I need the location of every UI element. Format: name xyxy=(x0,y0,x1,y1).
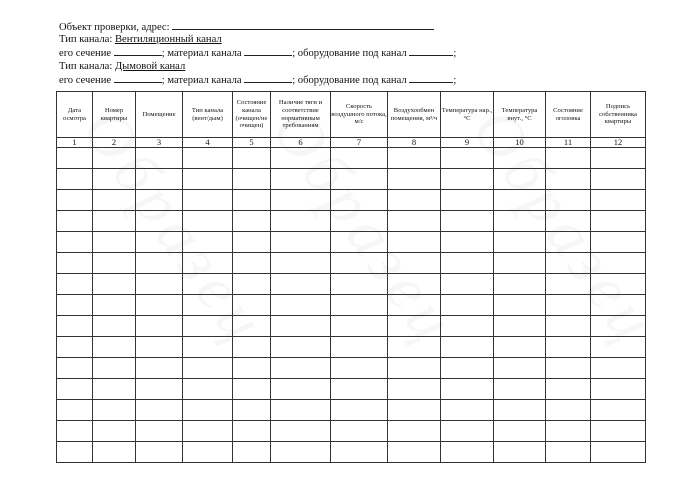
table-cell[interactable] xyxy=(271,379,331,400)
channel1-end-mark: ; xyxy=(453,48,457,60)
table-cell[interactable] xyxy=(136,190,183,211)
table-cell[interactable] xyxy=(271,400,331,421)
table-cell[interactable] xyxy=(183,400,233,421)
table-cell[interactable] xyxy=(136,421,183,442)
table-cell[interactable] xyxy=(441,253,494,274)
table-cell[interactable] xyxy=(494,337,546,358)
inspection-table xyxy=(56,91,646,463)
table-cell[interactable] xyxy=(388,316,441,337)
table-cell[interactable] xyxy=(494,148,546,169)
table-cell[interactable] xyxy=(441,211,494,232)
channel2-type-line xyxy=(59,61,659,73)
table-cell[interactable] xyxy=(57,232,93,253)
table-cell[interactable] xyxy=(546,253,591,274)
table-cell[interactable] xyxy=(331,337,388,358)
table-cell[interactable] xyxy=(388,400,441,421)
table-cell[interactable] xyxy=(591,337,646,358)
table-cell[interactable] xyxy=(441,295,494,316)
table-cell[interactable] xyxy=(233,274,271,295)
table-cell[interactable] xyxy=(57,253,93,274)
table-cell[interactable] xyxy=(331,316,388,337)
table-cell[interactable] xyxy=(183,253,233,274)
table-cell[interactable] xyxy=(591,253,646,274)
col-number: 12 xyxy=(591,138,646,148)
channel1-equipment-label: ; оборудование под канал xyxy=(292,48,407,60)
col-header: Температура внут., °С xyxy=(494,92,546,138)
table-cell[interactable] xyxy=(271,253,331,274)
table-cell[interactable] xyxy=(441,442,494,463)
object-address-line xyxy=(59,20,659,34)
table-cell[interactable] xyxy=(93,148,136,169)
table-cell[interactable] xyxy=(388,253,441,274)
table-cell[interactable] xyxy=(546,337,591,358)
table-cell[interactable] xyxy=(331,379,388,400)
table-row xyxy=(57,148,646,169)
table-cell[interactable] xyxy=(183,295,233,316)
table-cell[interactable] xyxy=(331,190,388,211)
table-cell[interactable] xyxy=(57,274,93,295)
table-cell[interactable] xyxy=(494,379,546,400)
table-row xyxy=(57,211,646,232)
col-number: 9 xyxy=(441,138,494,148)
table-cell[interactable] xyxy=(233,316,271,337)
table-cell[interactable] xyxy=(233,337,271,358)
table-cell[interactable] xyxy=(93,337,136,358)
table-cell[interactable] xyxy=(546,379,591,400)
channel2-material-field[interactable] xyxy=(244,73,292,83)
table-cell[interactable] xyxy=(388,211,441,232)
table-cell[interactable] xyxy=(183,379,233,400)
table-cell[interactable] xyxy=(271,316,331,337)
table-row xyxy=(57,169,646,190)
table-cell[interactable] xyxy=(546,400,591,421)
col-header: Температура нар., °С xyxy=(441,92,494,138)
col-number: 7 xyxy=(331,138,388,148)
table-cell[interactable] xyxy=(331,274,388,295)
table-cell[interactable] xyxy=(546,274,591,295)
channel1-equipment-field[interactable] xyxy=(409,46,453,56)
table-cell[interactable] xyxy=(331,148,388,169)
table-cell[interactable] xyxy=(331,421,388,442)
channel2-material-label: ; материал канала xyxy=(161,74,242,86)
col-number: 6 xyxy=(271,138,331,148)
table-row xyxy=(57,316,646,337)
table-cell[interactable] xyxy=(494,211,546,232)
table-cell[interactable] xyxy=(57,337,93,358)
table-cell[interactable] xyxy=(331,253,388,274)
table-cell[interactable] xyxy=(136,400,183,421)
table-cell[interactable] xyxy=(441,316,494,337)
table-cell[interactable] xyxy=(136,274,183,295)
table-cell[interactable] xyxy=(183,190,233,211)
col-header: Состояние канала (очищен/не очищен) xyxy=(233,92,271,138)
table-cell[interactable] xyxy=(57,190,93,211)
table-cell[interactable] xyxy=(233,232,271,253)
form-header xyxy=(59,20,659,87)
table-cell[interactable] xyxy=(93,442,136,463)
table-body xyxy=(57,148,646,463)
table-cell[interactable] xyxy=(57,379,93,400)
table-cell[interactable] xyxy=(136,253,183,274)
table-cell[interactable] xyxy=(494,232,546,253)
table-cell[interactable] xyxy=(494,169,546,190)
table-cell[interactable] xyxy=(183,274,233,295)
table-cell[interactable] xyxy=(183,211,233,232)
table-cell[interactable] xyxy=(546,295,591,316)
table-cell[interactable] xyxy=(591,400,646,421)
col-header: Дата осмотра xyxy=(57,92,93,138)
table-cell[interactable] xyxy=(57,148,93,169)
table-cell[interactable] xyxy=(271,211,331,232)
table-cell[interactable] xyxy=(136,232,183,253)
table-cell[interactable] xyxy=(233,253,271,274)
table-cell[interactable] xyxy=(591,232,646,253)
table-cell[interactable] xyxy=(93,232,136,253)
table-cell[interactable] xyxy=(546,190,591,211)
table-cell[interactable] xyxy=(93,400,136,421)
table-cell[interactable] xyxy=(136,148,183,169)
table-cell[interactable] xyxy=(388,358,441,379)
table-cell[interactable] xyxy=(494,421,546,442)
table-row xyxy=(57,337,646,358)
table-cell[interactable] xyxy=(331,295,388,316)
table-cell[interactable] xyxy=(57,421,93,442)
table-row xyxy=(57,190,646,211)
table-cell[interactable] xyxy=(494,316,546,337)
table-cell[interactable] xyxy=(183,442,233,463)
table-cell[interactable] xyxy=(183,148,233,169)
table-cell[interactable] xyxy=(136,316,183,337)
col-header: Помещение xyxy=(136,92,183,138)
table-cell[interactable] xyxy=(233,358,271,379)
table-cell[interactable] xyxy=(136,211,183,232)
table-cell[interactable] xyxy=(494,358,546,379)
table-cell[interactable] xyxy=(233,211,271,232)
col-header: Подпись собственника квартиры xyxy=(591,92,646,138)
table-cell[interactable] xyxy=(136,379,183,400)
table-row xyxy=(57,442,646,463)
col-header: Наличие тяги и соответствие нормативным требованиям xyxy=(271,92,331,138)
table-cell[interactable] xyxy=(93,379,136,400)
channel1-section-label: его сечение xyxy=(59,48,112,60)
table-cell[interactable] xyxy=(271,442,331,463)
col-header: Тип канала (вент/дым) xyxy=(183,92,233,138)
table-cell[interactable] xyxy=(441,358,494,379)
table-cell[interactable] xyxy=(136,169,183,190)
table-cell[interactable] xyxy=(183,421,233,442)
table-cell[interactable] xyxy=(388,190,441,211)
col-number: 11 xyxy=(546,138,591,148)
col-number: 2 xyxy=(93,138,136,148)
object-address-label: Объект проверки, адрес: xyxy=(59,22,170,33)
table-cell[interactable] xyxy=(388,148,441,169)
table-cell[interactable] xyxy=(441,379,494,400)
table-cell[interactable] xyxy=(591,358,646,379)
channel2-type-label: Тип канала: xyxy=(59,60,113,72)
table-cell[interactable] xyxy=(93,169,136,190)
table-cell[interactable] xyxy=(183,316,233,337)
table-cell[interactable] xyxy=(591,190,646,211)
channel1-section-field[interactable] xyxy=(114,46,162,56)
table-cell[interactable] xyxy=(546,442,591,463)
col-header: Номер квартиры xyxy=(93,92,136,138)
table-cell[interactable] xyxy=(57,316,93,337)
table-cell[interactable] xyxy=(331,232,388,253)
table-cell[interactable] xyxy=(57,358,93,379)
channel2-end-mark: ; xyxy=(453,74,457,86)
table-row xyxy=(57,400,646,421)
table-cell[interactable] xyxy=(233,442,271,463)
table-cell[interactable] xyxy=(494,400,546,421)
table-cell[interactable] xyxy=(546,316,591,337)
table-row xyxy=(57,358,646,379)
table-cell[interactable] xyxy=(591,169,646,190)
table-cell[interactable] xyxy=(57,295,93,316)
table-cell[interactable] xyxy=(388,295,441,316)
col-header: Состояние оголовка xyxy=(546,92,591,138)
table-cell[interactable] xyxy=(388,421,441,442)
table-cell[interactable] xyxy=(331,442,388,463)
channel1-details-line xyxy=(59,46,659,60)
table-cell[interactable] xyxy=(494,190,546,211)
table-row xyxy=(57,274,646,295)
table-cell[interactable] xyxy=(591,274,646,295)
table-cell[interactable] xyxy=(93,358,136,379)
col-number: 10 xyxy=(494,138,546,148)
col-number: 8 xyxy=(388,138,441,148)
table-row xyxy=(57,295,646,316)
table-row xyxy=(57,379,646,400)
table-cell[interactable] xyxy=(441,148,494,169)
table-cell[interactable] xyxy=(93,316,136,337)
col-header: Скорость воздушного потока, м/с xyxy=(331,92,388,138)
table-cell[interactable] xyxy=(57,442,93,463)
table-cell[interactable] xyxy=(93,190,136,211)
table-cell[interactable] xyxy=(271,358,331,379)
table-cell[interactable] xyxy=(591,442,646,463)
table-cell[interactable] xyxy=(233,295,271,316)
table-cell[interactable] xyxy=(388,379,441,400)
table-cell[interactable] xyxy=(57,211,93,232)
table-cell[interactable] xyxy=(271,337,331,358)
table-cell[interactable] xyxy=(441,232,494,253)
channel2-type-value: Дымовой канал xyxy=(114,60,186,72)
table-cell[interactable] xyxy=(271,148,331,169)
table-cell[interactable] xyxy=(591,295,646,316)
table-cell[interactable] xyxy=(271,190,331,211)
col-number: 1 xyxy=(57,138,93,148)
table-cell[interactable] xyxy=(388,169,441,190)
table-cell[interactable] xyxy=(233,190,271,211)
table-cell[interactable] xyxy=(591,316,646,337)
table-cell[interactable] xyxy=(271,421,331,442)
table-cell[interactable] xyxy=(331,211,388,232)
table-cell[interactable] xyxy=(183,169,233,190)
channel2-section-label: его сечение xyxy=(59,74,112,86)
table-cell[interactable] xyxy=(93,211,136,232)
table-cell[interactable] xyxy=(494,253,546,274)
table-cell[interactable] xyxy=(591,148,646,169)
table-cell[interactable] xyxy=(136,295,183,316)
table-cell[interactable] xyxy=(57,169,93,190)
table-cell[interactable] xyxy=(183,337,233,358)
table-cell[interactable] xyxy=(331,358,388,379)
channel2-details-line xyxy=(59,73,659,87)
channel1-material-field[interactable] xyxy=(244,46,292,56)
table-cell[interactable] xyxy=(233,169,271,190)
col-header: Воздухообмен помещения, м³/ч xyxy=(388,92,441,138)
col-number: 4 xyxy=(183,138,233,148)
channel1-type-value: Вентиляционный канал xyxy=(114,34,222,46)
column-number-row xyxy=(57,138,646,148)
table-cell[interactable] xyxy=(233,148,271,169)
table-cell[interactable] xyxy=(136,337,183,358)
table-cell[interactable] xyxy=(388,442,441,463)
table-header-row xyxy=(57,92,646,138)
table-cell[interactable] xyxy=(271,169,331,190)
col-number: 3 xyxy=(136,138,183,148)
table-cell[interactable] xyxy=(546,421,591,442)
table-cell[interactable] xyxy=(233,421,271,442)
table-cell[interactable] xyxy=(441,337,494,358)
table-cell[interactable] xyxy=(93,295,136,316)
channel2-section-field[interactable] xyxy=(114,73,162,83)
table-cell[interactable] xyxy=(233,400,271,421)
table-cell[interactable] xyxy=(388,274,441,295)
table-cell[interactable] xyxy=(591,421,646,442)
table-cell[interactable] xyxy=(388,232,441,253)
table-cell[interactable] xyxy=(441,400,494,421)
channel1-material-label: ; материал канала xyxy=(161,48,242,60)
table-cell[interactable] xyxy=(494,442,546,463)
table-cell[interactable] xyxy=(93,274,136,295)
object-address-field[interactable] xyxy=(172,20,434,30)
table-row xyxy=(57,253,646,274)
table-cell[interactable] xyxy=(494,295,546,316)
table-cell[interactable] xyxy=(331,400,388,421)
channel2-equipment-label: ; оборудование под канал xyxy=(292,74,407,86)
table-cell[interactable] xyxy=(57,400,93,421)
table-cell[interactable] xyxy=(93,253,136,274)
table-cell[interactable] xyxy=(546,148,591,169)
table-cell[interactable] xyxy=(388,337,441,358)
table-row xyxy=(57,421,646,442)
table-cell[interactable] xyxy=(546,211,591,232)
channel2-equipment-field[interactable] xyxy=(409,73,453,83)
table-cell[interactable] xyxy=(183,232,233,253)
table-cell[interactable] xyxy=(546,232,591,253)
table-cell[interactable] xyxy=(441,190,494,211)
table-cell[interactable] xyxy=(591,211,646,232)
table-cell[interactable] xyxy=(331,169,388,190)
table-cell[interactable] xyxy=(591,379,646,400)
table-cell[interactable] xyxy=(233,379,271,400)
table-cell[interactable] xyxy=(494,274,546,295)
table-cell[interactable] xyxy=(271,295,331,316)
table-cell[interactable] xyxy=(136,442,183,463)
table-cell[interactable] xyxy=(183,358,233,379)
channel1-type-label: Тип канала: xyxy=(59,34,113,46)
table-cell[interactable] xyxy=(271,274,331,295)
table-cell[interactable] xyxy=(93,421,136,442)
col-number: 5 xyxy=(233,138,271,148)
table-cell[interactable] xyxy=(546,169,591,190)
table-cell[interactable] xyxy=(271,232,331,253)
table-cell[interactable] xyxy=(441,274,494,295)
channel1-type-line xyxy=(59,34,659,46)
table-cell[interactable] xyxy=(441,421,494,442)
table-row xyxy=(57,232,646,253)
table-cell[interactable] xyxy=(136,358,183,379)
table-cell[interactable] xyxy=(441,169,494,190)
table-cell[interactable] xyxy=(546,358,591,379)
